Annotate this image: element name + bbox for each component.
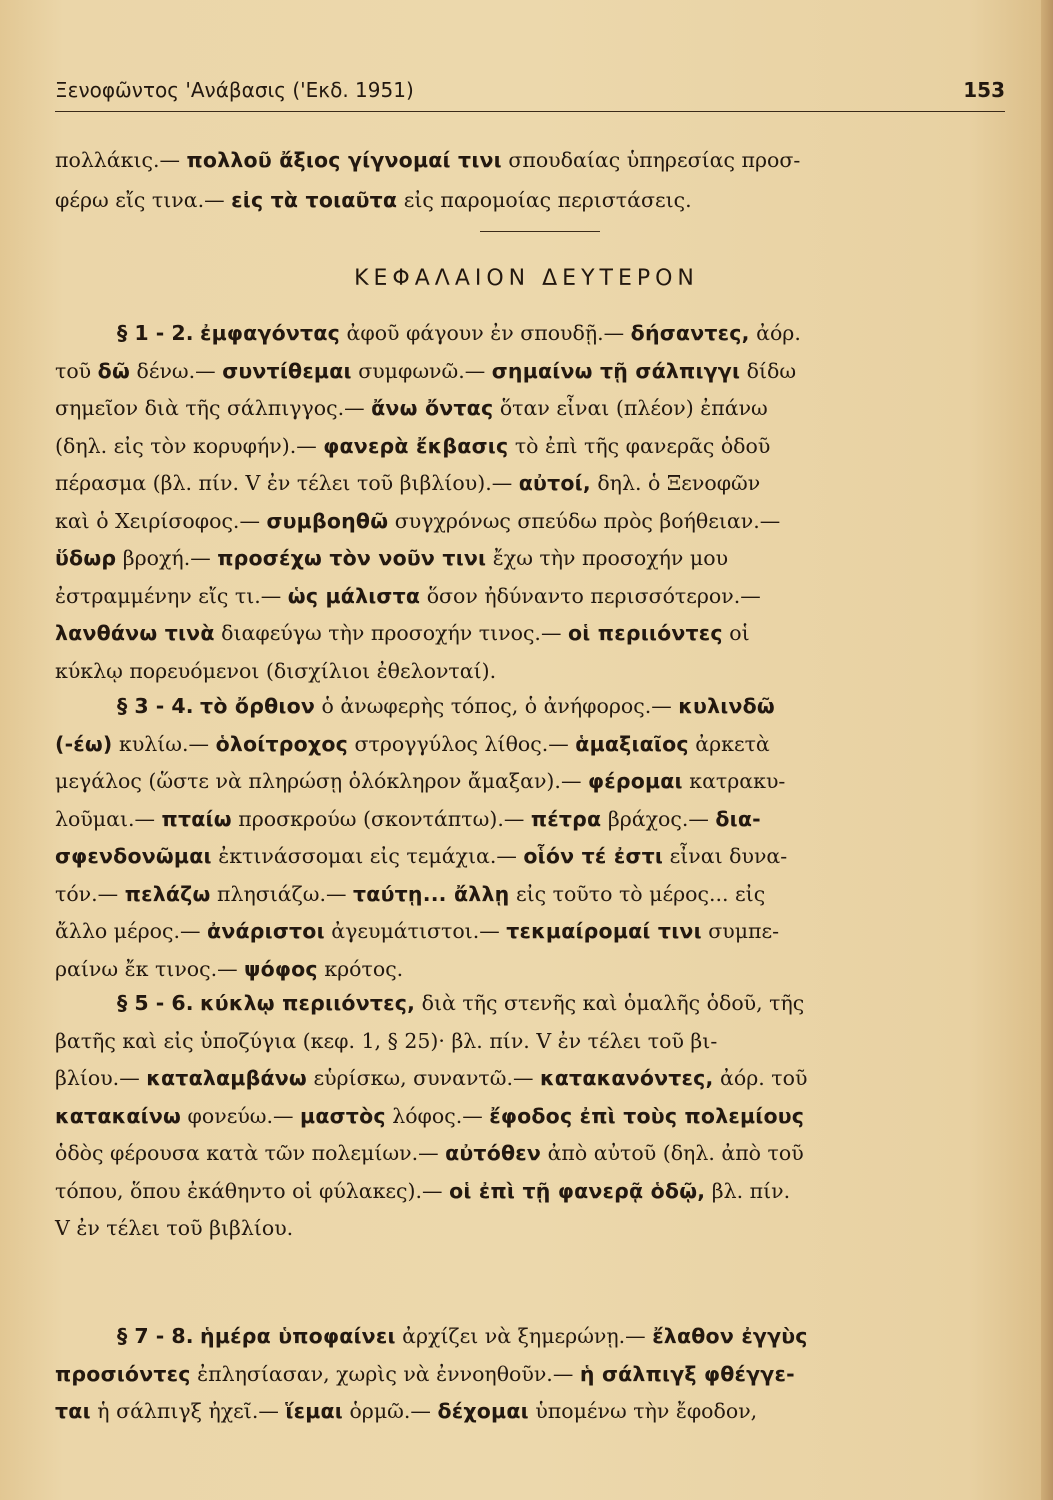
text-line: [55, 1135, 1005, 1173]
gloss-text: εὑρίσκω, συναντῶ.—: [306, 1066, 540, 1090]
gloss-text: ἀόρ. τοῦ: [713, 1066, 808, 1090]
headword: ὁλοίτροχος: [215, 731, 348, 756]
gloss-text: καὶ ὁ Χειρίσοφος.—: [55, 508, 267, 533]
headword: ἵεμαι: [285, 1399, 343, 1423]
gloss-text: κύκλῳ πορευόμενοι (δισχίλιοι ἐθελονταί).: [55, 658, 497, 683]
headword: ἀνάριστοι: [207, 919, 325, 943]
gloss-text: σπουδαίας ὑπηρεσίας προσ-: [501, 148, 801, 172]
text-line: [55, 653, 1005, 691]
text-line: [55, 1098, 1005, 1136]
section-number: § 7 - 8.: [117, 1324, 194, 1348]
gloss-text: ραίνω ἔκ τινος.—: [55, 956, 245, 981]
headword: ἔλαθον ἐγγὺς: [652, 1324, 808, 1348]
headword: μαστὸς: [300, 1103, 386, 1128]
paragraph-3-4: [55, 688, 1005, 988]
text-line: [55, 951, 1005, 989]
gloss-text: οἱ: [722, 621, 750, 645]
text-line: [55, 615, 1005, 653]
gloss-text: βροχή.—: [116, 546, 218, 570]
gloss-text: λόφος.—: [385, 1103, 490, 1128]
gloss-text: κατρακυ-: [682, 769, 786, 793]
gloss-text: κυλίω.—: [112, 731, 216, 756]
gloss-text: ὑπομένω τὴν ἔφοδον,: [528, 1399, 758, 1423]
paragraph-5-6: [55, 985, 1005, 1248]
text-line: [55, 1060, 1005, 1098]
gloss-text: διὰ τῆς στενῆς καὶ ὁμαλῆς ὁδοῦ, τῆς: [415, 991, 805, 1015]
headword: δια-: [715, 806, 761, 831]
gloss-text: ἔχω τὴν προσοχήν μου: [486, 546, 729, 570]
headword: σφενδονῶμαι: [55, 844, 212, 868]
headword: ἁμαξιαῖος: [575, 731, 689, 756]
headword: αὐτόθεν: [445, 1141, 542, 1165]
headword: οἱ ἐπὶ τῇ φανερᾷ ὁδῷ,: [449, 1178, 706, 1203]
headword: ὡς μάλιστα: [287, 583, 421, 608]
headword: οἷόν τέ ἐστι: [523, 844, 664, 868]
headword: κυλινδῶ: [678, 694, 775, 718]
gloss-text: τόν.—: [55, 881, 125, 906]
gloss-text: δηλ. ὁ Ξενοφῶν: [590, 471, 761, 495]
headword: (-έω): [55, 731, 113, 756]
text-line: [55, 1023, 1005, 1061]
gloss-text: μεγάλος (ὥστε νὰ πληρώσῃ ὁλόκληρον ἄμαξαν).—: [55, 769, 588, 793]
gloss-text: κρότος.: [317, 956, 404, 981]
header-rule: [55, 111, 1005, 112]
gloss-text: ὁδὸς φέρουσα κατὰ τῶν πολεμίων.—: [55, 1141, 446, 1165]
gloss-text: εἰς τοῦτο τὸ μέρος... εἰς: [509, 881, 766, 906]
headword: πέτρα: [530, 806, 602, 831]
gloss-text: συμφωνῶ.—: [351, 358, 492, 383]
gloss-text: ἀρκετὰ: [688, 731, 770, 756]
text-line: [55, 1356, 1005, 1394]
headword: φέρομαι: [587, 769, 683, 793]
headword: ἔφοδος ἐπὶ τοὺς πολεμίους: [489, 1103, 805, 1128]
gloss-text: ἐστραμμένην εἴς τι.—: [55, 583, 288, 608]
gloss-text: V ἐν τέλει τοῦ βιβλίου.: [55, 1216, 294, 1240]
section-number: § 3 - 4.: [117, 694, 194, 718]
text-line: [55, 726, 1005, 764]
gloss-text: συγχρόνως σπεύδω πρὸς βοήθειαν.—: [388, 508, 781, 533]
text-line: [55, 1393, 1005, 1431]
gloss-text: βατῆς καὶ εἰς ὑποζύγια (κεφ. 1, § 25)· βλ. πίν. V ἐν τέλει τοῦ βι-: [55, 1028, 718, 1053]
headword: συντίθεμαι: [222, 358, 352, 383]
gloss-text: διαφεύγω τὴν προσοχήν τινος.—: [214, 621, 568, 645]
running-title: Ξενοφῶντος 'Ανάβασις ('Εκδ. 1951): [55, 78, 414, 102]
page-edge-shadow: [1041, 0, 1053, 1500]
gloss-text: πλησιάζω.—: [210, 881, 354, 906]
text-line: [55, 763, 1005, 801]
headword: ται: [55, 1399, 91, 1423]
intro-paragraph: [55, 140, 1005, 220]
gloss-text: ἀρχίζει νὰ ξημερώνῃ.—: [395, 1324, 653, 1348]
page-number: 153: [963, 78, 1005, 102]
gloss-text: φέρω εἴς τινα.—: [55, 188, 232, 212]
headword: πολλοῦ ἄξιος γίγνομαί τινι: [186, 148, 502, 172]
gloss-text: εἶναι δυνα-: [663, 844, 788, 868]
text-line: [55, 465, 1005, 503]
headword: φανερὰ ἔκβασις: [323, 433, 509, 458]
headword: τεκμαίρομαί τινι: [506, 919, 702, 943]
headword: πταίω: [161, 806, 232, 831]
text-line: [55, 180, 1005, 220]
gloss-text: στρογγύλος λίθος.—: [348, 731, 576, 756]
text-line: [55, 801, 1005, 839]
headword: κατακανόντες,: [540, 1066, 714, 1090]
gloss-text: τοῦ: [55, 358, 98, 383]
gloss-text: ἄλλο μέρος.—: [55, 919, 208, 943]
gloss-text: ἀόρ.: [749, 321, 801, 345]
gloss-text: βράχος.—: [601, 806, 716, 831]
headword: δῶ: [97, 358, 130, 383]
gloss-text: σημεῖον διὰ τῆς σάλπιγγος.—: [55, 396, 372, 420]
gloss-text: προσκρούω (σκοντάπτω).—: [231, 806, 531, 831]
gloss-text: ἀφοῦ φάγουν ἐν σπουδῇ.—: [339, 321, 631, 345]
text-line: [55, 503, 1005, 541]
gloss-text: ἀπὸ αὐτοῦ (δηλ. ἀπὸ τοῦ: [541, 1141, 804, 1165]
paragraph-7-8: [55, 1318, 1005, 1431]
headword: δέχομαι: [437, 1399, 529, 1423]
gloss-text: βλ. πίν.: [705, 1178, 791, 1203]
gloss-text: ὁρμῶ.—: [342, 1399, 438, 1423]
gloss-text: ἡ σάλπιγξ ἠχεῖ.—: [90, 1399, 286, 1423]
headword: δήσαντες,: [630, 321, 750, 345]
section-divider: [480, 231, 600, 232]
headword: συμβοηθῶ: [266, 508, 389, 533]
text-line: [55, 315, 1005, 353]
headword: ταύτῃ... ἄλλῃ: [353, 881, 510, 906]
headword: κύκλῳ περιιόντες,: [200, 991, 416, 1015]
gloss-text: πέρασμα (βλ. πίν. V ἐν τέλει τοῦ βιβλίου).—: [55, 471, 519, 495]
gloss-text: δίδω: [740, 358, 797, 383]
headword: αὐτοί,: [518, 471, 591, 495]
headword: οἱ περιιόντες: [567, 621, 723, 645]
headword: ψόφος: [244, 956, 318, 981]
headword: ἡμέρα ὑποφαίνει: [200, 1324, 396, 1348]
gloss-text: φονεύω.—: [181, 1103, 301, 1128]
text-line: [55, 876, 1005, 914]
gloss-text: λοῦμαι.—: [55, 806, 162, 831]
headword: πελάζω: [124, 881, 211, 906]
paragraph-1-2: [55, 315, 1005, 690]
gloss-text: δένω.—: [129, 358, 223, 383]
text-line: [55, 838, 1005, 876]
headword: σημαίνω τῇ σάλπιγγι: [491, 358, 741, 383]
gloss-text: πολλάκις.—: [55, 148, 187, 172]
headword: εἰς τὰ τοιαῦτα: [231, 188, 398, 212]
running-header: [55, 78, 1005, 108]
text-line: [55, 985, 1005, 1023]
headword: ἡ σάλπιγξ φθέγγε-: [579, 1361, 795, 1386]
text-line: [55, 428, 1005, 466]
headword: τὸ ὄρθιον: [200, 694, 316, 718]
headword: κατακαίνω: [55, 1103, 182, 1128]
gloss-text: ἀγευμάτιστοι.—: [324, 919, 507, 943]
gloss-text: ὅταν εἶναι (πλέον) ἐπάνω: [493, 396, 768, 420]
section-number: § 5 - 6.: [117, 991, 194, 1015]
gloss-text: (δηλ. εἰς τὸν κορυφήν).—: [55, 433, 324, 458]
gloss-text: βλίου.—: [55, 1066, 147, 1090]
text-line: [55, 578, 1005, 616]
text-line: [55, 140, 1005, 180]
gloss-text: ὁ ἀνωφερὴς τόπος, ὁ ἀνήφορος.—: [315, 694, 679, 718]
gloss-text: τὸ ἐπὶ τῆς φανερᾶς ὁδοῦ: [508, 433, 771, 458]
text-line: [55, 913, 1005, 951]
text-line: [55, 1210, 1005, 1248]
gloss-text: τόπου, ὅπου ἐκάθηντο οἱ φύλακες).—: [55, 1178, 450, 1203]
text-line: [55, 390, 1005, 428]
headword: καταλαμβάνω: [146, 1066, 307, 1090]
text-line: [55, 1173, 1005, 1211]
headword: ἐμφαγόντας: [200, 321, 340, 345]
text-line: [55, 688, 1005, 726]
headword: προσιόντες: [55, 1361, 191, 1386]
headword: προσέχω τὸν νοῦν τινι: [217, 546, 487, 570]
headword: ὕδωρ: [55, 546, 117, 570]
text-line: [55, 1318, 1005, 1356]
chapter-title: ΚΕΦΑΛΑΙΟΝ ΔΕΥΤΕΡΟΝ: [354, 266, 699, 291]
gloss-text: εἰς παρομοίας περιστάσεις.: [397, 188, 692, 212]
section-number: § 1 - 2.: [117, 321, 194, 345]
gloss-text: ἐκτινάσσομαι εἰς τεμάχια.—: [211, 844, 524, 868]
text-line: [55, 540, 1005, 578]
gloss-text: ἐπλησίασαν, χωρὶς νὰ ἐννοηθοῦν.—: [190, 1361, 580, 1386]
headword: λανθάνω τινὰ: [55, 621, 215, 645]
gloss-text: ὅσον ἠδύναντο περισσότερον.—: [420, 583, 761, 608]
text-line: [55, 353, 1005, 391]
headword: ἄνω ὄντας: [371, 396, 494, 420]
gloss-text: συμπε-: [701, 919, 780, 943]
